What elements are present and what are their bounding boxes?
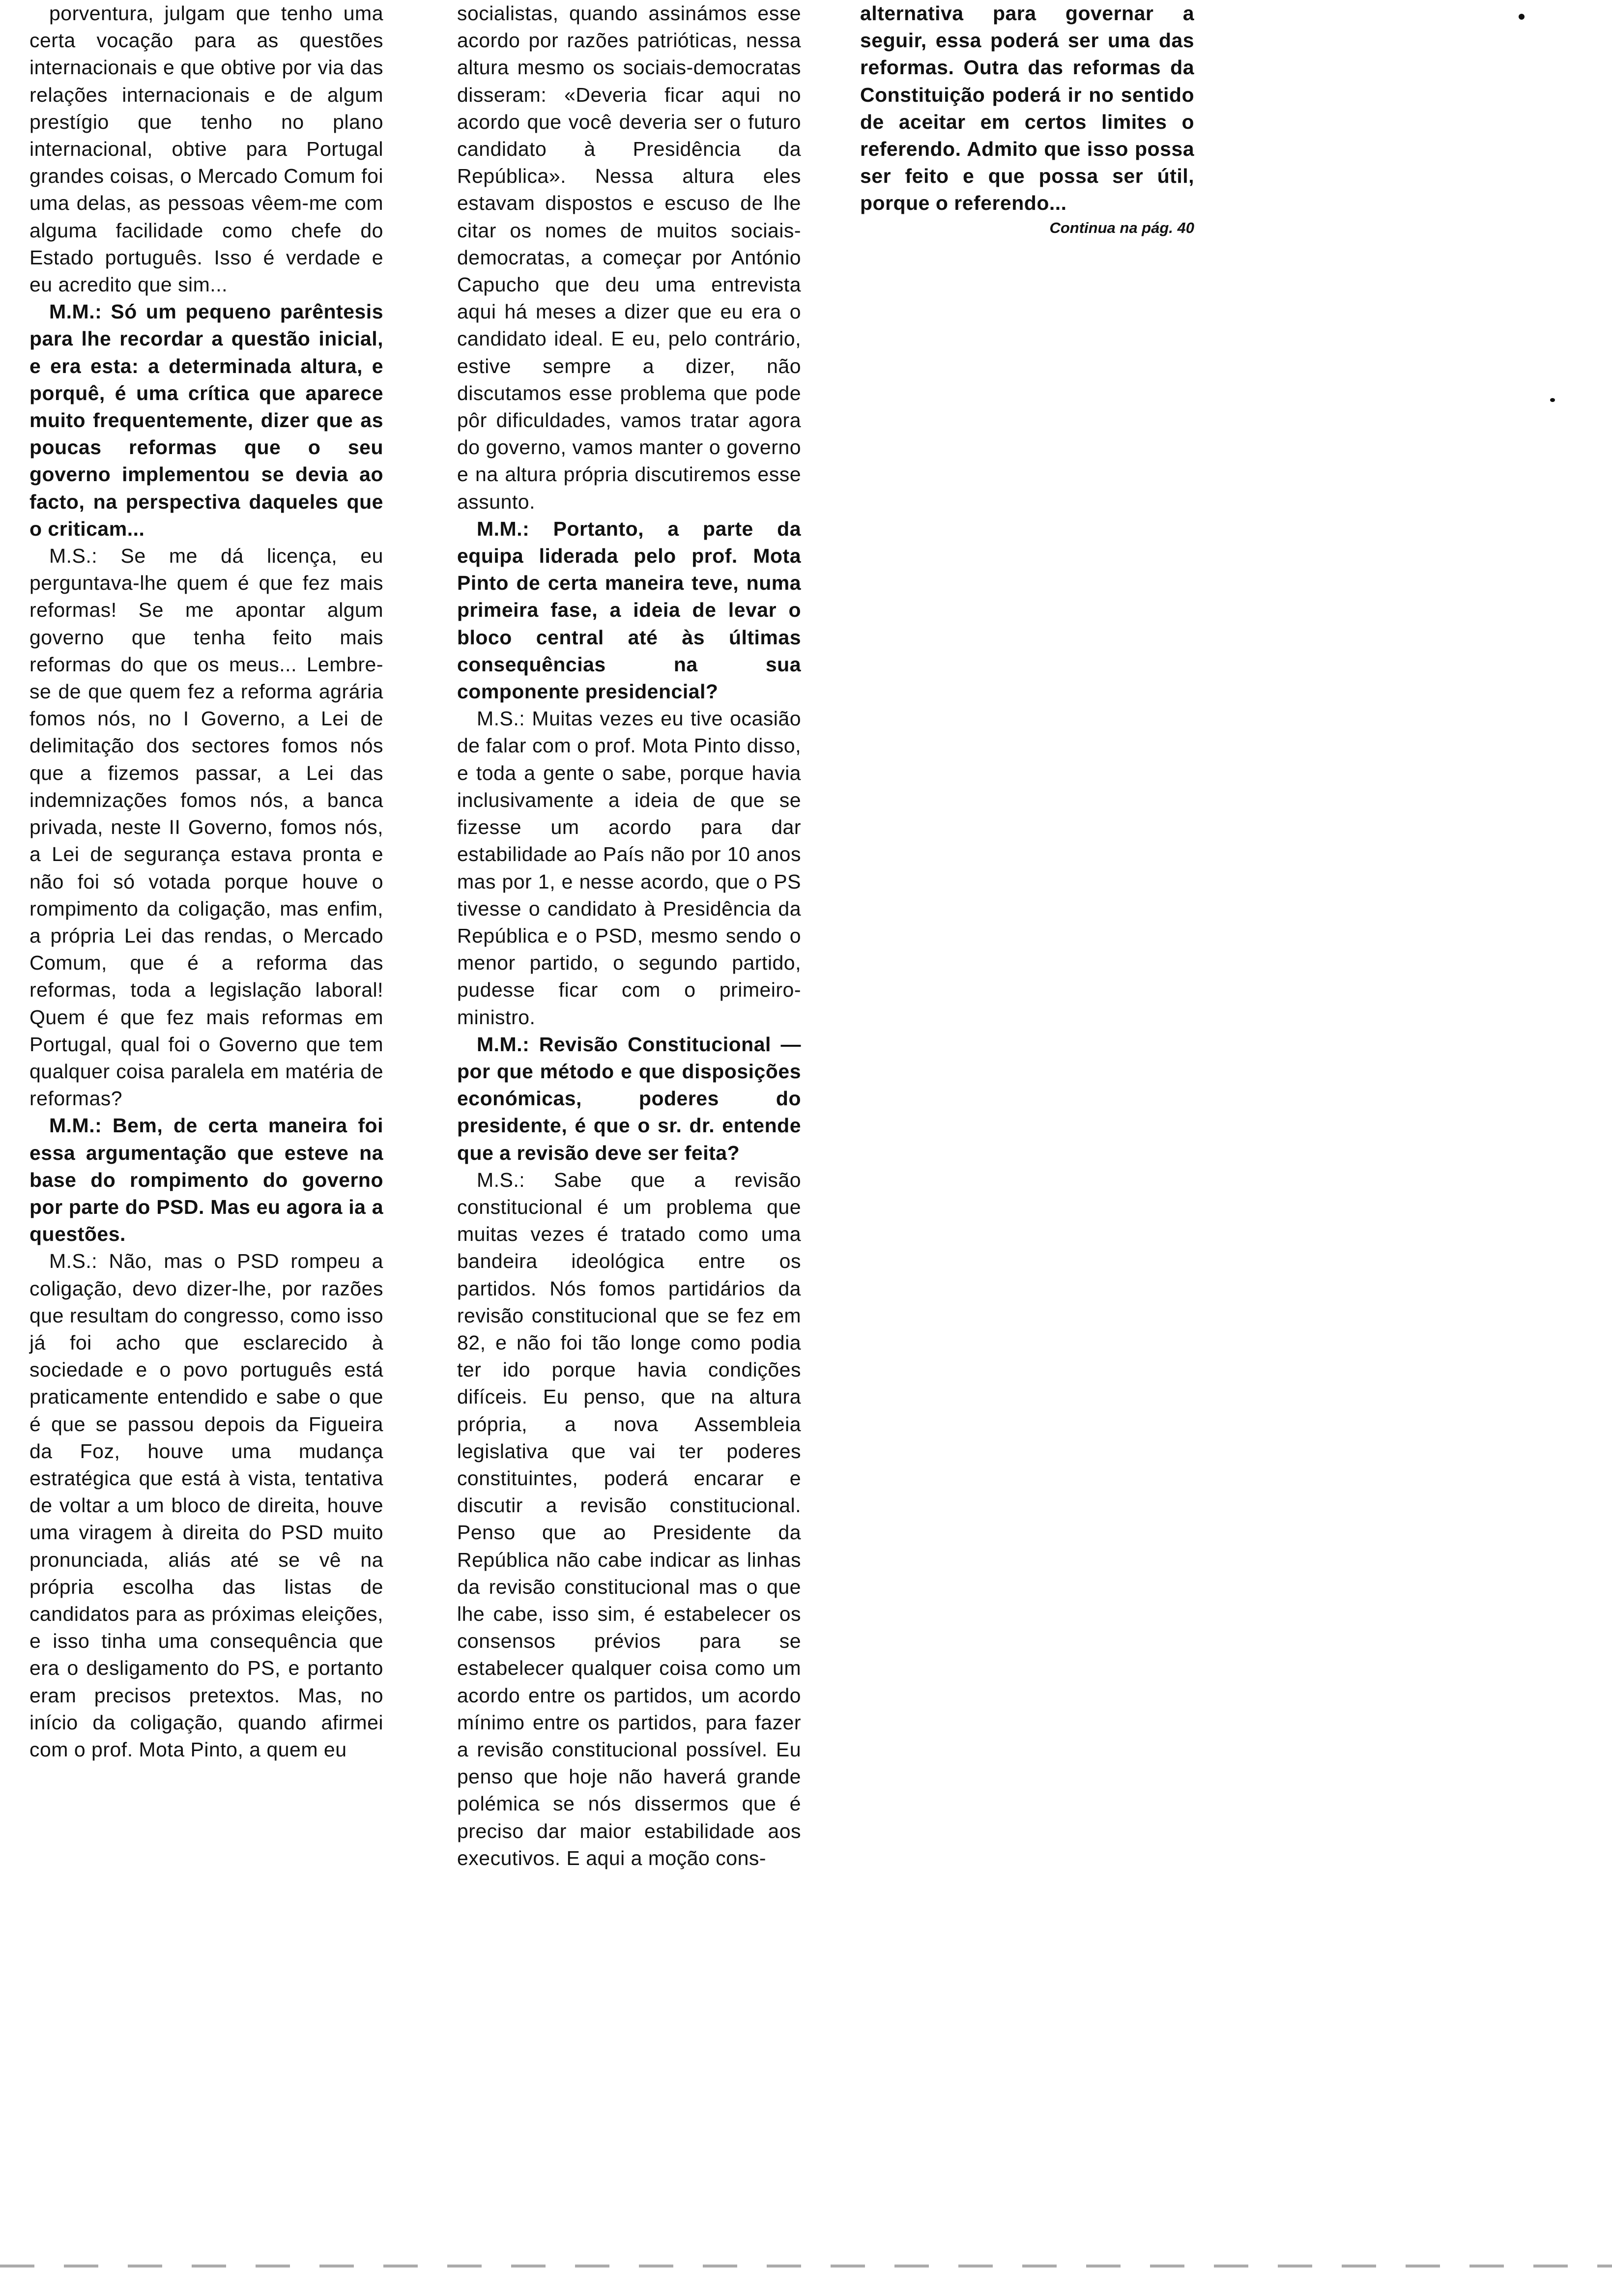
scan-speck [1550,398,1555,402]
scan-noise-line [0,2265,1612,2267]
interviewer-question: M.M.: Revisão Constitucional — por que método e que disposições económicas, poderes do presidente, é que o sr. dr. entende que a revisão deve ser feita? [457,1033,801,1164]
paragraph: M.S.: Não, mas o PSD rompeu a coligação, devo dizer-lhe, por razões que resultam do congresso, como isso já foi acho que esclarecido à sociedade e o povo português está praticamente entendido e sabe o que é que se passou depois da Figueira da Foz, houve uma mudança estratégica que está à vista, tentativa de voltar a um bloco de direita, houve uma viragem à direita do PSD muito pronunciada, aliás até se vê na própria escolha das listas de candidatos para as próximas eleições, e isso tinha uma consequência que era o desligamento do PS, e portanto eram precisos pretextos. Mas, no início da coligação, quando afirmei com o prof. Mota Pinto, a quem eu [29,1250,383,1761]
interviewer-question: M.M.: Portanto, a parte da equipa liderada pelo prof. Mota Pinto de certa maneira teve, numa primeira fase, a ideia de levar o bloco central até às últimas consequências na sua componente presidencial? [457,517,801,703]
interviewer-question: M.M.: Só um pequeno parêntesis para lhe recordar a questão inicial, e era esta: a determinada altura, e porquê, é uma crítica que aparece muito frequentemente, dizer que as poucas reformas que o seu governo implementou se devia ao facto, na perspectiva daqueles que o criticam... [29,300,383,540]
paragraph: M.S.: Sabe que a revisão constitucional é um problema que muitas vezes é tratado como uma bandeira ideológica entre os partidos. Nós fomos partidários da revisão constitucional que se fez em 82, e não foi tão longe como podia ter ido porque havia condições difíceis. Eu penso, que na altura própria, a nova Assembleia legislativa que vai ter poderes constituintes, poderá encarar e discutir a revisão constitucional. Penso que ao Presidente da República não cabe indicar as linhas da revisão constitucional mas o que lhe cabe, isso sim, é estabelecer os consensos prévios para se estabelecer qualquer coisa como um acordo entre os partidos, um acordo mínimo entre os partidos, para fazer a revisão constitucional possível. Eu penso que hoje não haverá grande polémica se nós dissermos que é preciso dar maior estabilidade aos executivos. E aqui a moção cons- [457,1168,801,1869]
paragraph: M.S.: Muitas vezes eu tive ocasião de falar com o prof. Mota Pinto disso, e toda a gente o sabe, porque havia inclusivamente a ideia de que se fizesse um acordo para dar estabilidade ao País não por 10 anos mas por 1, e nesse acordo, que o PS tivesse o candidato à Presidência da República e o PSD, mesmo sendo o menor partido, o segundo partido, pudesse ficar com o primeiro-ministro. [457,707,801,1029]
paragraph: socialistas, quando assinámos esse acordo por razões patrióticas, nessa altura mesmo os sociais-democratas disseram: «Deveria ficar aqui no acordo que você deveria ser o futuro candidato à Presidência da República». Nessa altura eles estavam dispostos e escuso de lhe citar os nomes de muitos sociais-democratas, a começar por António Capucho que deu uma entrevista aqui há meses a dizer que eu era o candidato ideal. E eu, pelo contrário, estive sempre a dizer, não discutamos esse problema que pode pôr dificuldades, vamos tratar agora do governo, vamos manter o governo e na altura própria discutiremos esse assunto. [457,2,801,513]
scan-speck [1519,14,1525,20]
interviewer-question: M.M.: Bem, de certa maneira foi essa argumentação que esteve na base do rompimento do governo por parte do PSD. Mas eu agora ia a questões. [29,1114,383,1246]
article-column-3 [860,0,1194,237]
article-column-2 [457,0,801,1872]
paragraph: M.S.: Se me dá licença, eu perguntava-lhe quem é que fez mais reformas! Se me apontar algum governo que tenha feito mais reformas do que os meus... Lembre-se de que quem fez a reforma agrária fomos nós, no I Governo, a Lei de delimitação dos sectores fomos nós que a fizemos passar, a Lei das indemnizações fomos nós, a banca privada, neste II Governo, fomos nós, a Lei de segurança estava pronta e não foi só votada porque houve o rompimento da coligação, mas enfim, a própria Lei das rendas, o Mercado Comum, que é a reforma das reformas, toda a legislação laboral! Quem é que fez mais reformas em Portugal, qual foi o Governo que tem qualquer coisa paralela em matéria de reformas? [29,545,383,1110]
paragraph: porventura, julgam que tenho uma certa vocação para as questões internacionais e que obtive por via das relações internacionais e de algum prestígio que tenho no plano internacional, obtive para Portugal grandes coisas, o Mercado Comum foi uma delas, as pessoas vêem-me com alguma facilidade como chefe do Estado português. Isso é verdade e eu acredito que sim... [29,2,383,296]
continuation-note: Continua na pág. 40 [1049,219,1194,236]
article-column-1 [29,0,383,1763]
paragraph: alternativa para governar a seguir, essa poderá ser uma das reformas. Outra das reformas da Constituição poderá ir no sentido de aceitar em certos limites o referendo. Admito que isso possa ser feito e que possa ser útil, porque o referendo... [860,2,1194,215]
